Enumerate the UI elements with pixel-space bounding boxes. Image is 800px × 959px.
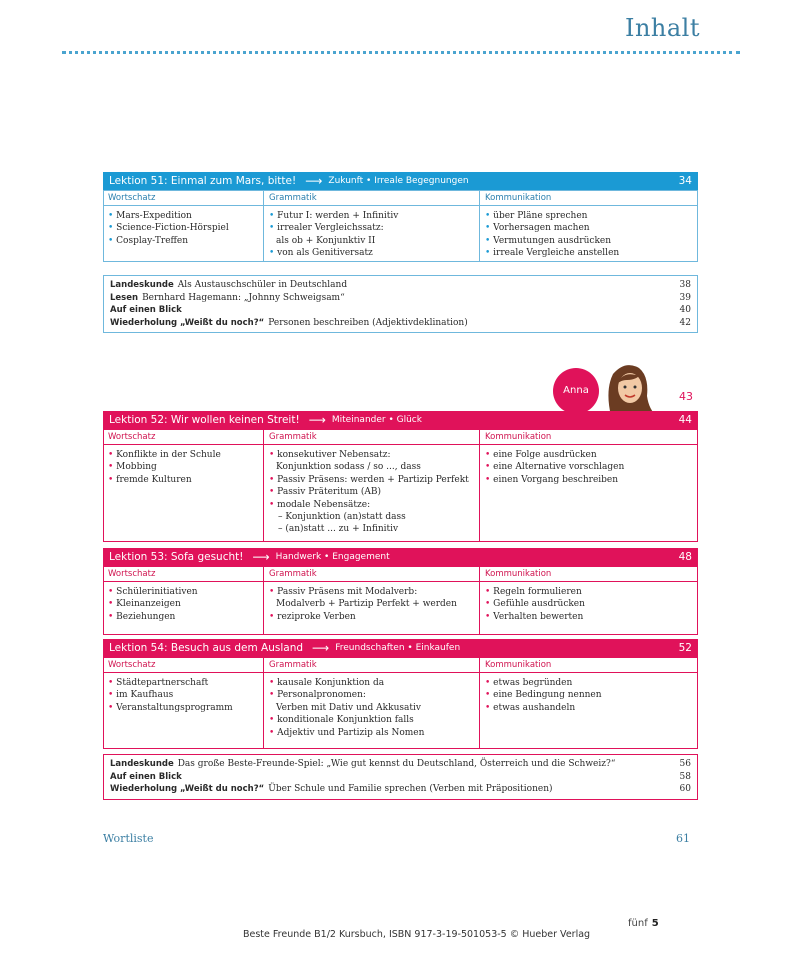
list-item: • Konflikte in der Schule xyxy=(108,449,263,461)
arrow-right-icon: ⟶ xyxy=(312,641,330,655)
summary-row[interactable]: Auf einen Blick 40 xyxy=(110,305,691,316)
lesson-topics: Freundschaften • Einkaufen xyxy=(335,643,461,653)
list-item: • modale Nebensätze: xyxy=(269,499,479,511)
list-item: • konditionale Konjunktion falls xyxy=(269,714,479,726)
wortliste-link[interactable]: Wortliste xyxy=(103,832,154,845)
header-grammatik: Grammatik xyxy=(264,658,480,672)
lesson-52-grid xyxy=(103,429,698,542)
arrow-right-icon: ⟶ xyxy=(308,413,326,427)
list-item: • fremde Kulturen xyxy=(108,474,263,486)
lesson-page: 34 xyxy=(678,175,692,187)
summary-row[interactable]: Lesen Bernhard Hagemann: „Johnny Schweigsam“ 39 xyxy=(110,292,691,303)
header-kommunikation: Kommunikation xyxy=(485,193,552,203)
arrow-right-icon: ⟶ xyxy=(305,174,323,188)
anna-character[interactable] xyxy=(553,360,663,418)
lesson-54-grid xyxy=(103,657,698,749)
header-kommunikation: Kommunikation xyxy=(485,569,552,579)
footer-page: fünf 5 xyxy=(628,918,659,929)
list-item: • Vorhersagen machen xyxy=(485,222,697,234)
page-title: Inhalt xyxy=(624,14,700,42)
list-item: • Vermutungen ausdrücken xyxy=(485,235,697,247)
list-item: • irrealer Vergleichssatz: xyxy=(269,222,479,234)
list-item: • Personalpronomen: xyxy=(269,689,479,701)
list-item: – Konjunktion (an)statt dass xyxy=(278,512,406,523)
header-grammatik: Grammatik xyxy=(264,567,480,581)
list-item: • Passiv Präsens: werden + Partizip Perfekt xyxy=(269,474,479,486)
list-item: • eine Bedingung nennen xyxy=(485,689,697,701)
list-item: Verben mit Dativ und Akkusativ xyxy=(276,702,421,713)
list-item: • von als Genitiversatz xyxy=(269,247,479,259)
lesson-page: 44 xyxy=(678,414,692,426)
list-item: • Passiv Präteritum (AB) xyxy=(269,486,479,498)
list-item: • Veranstaltungsprogramm xyxy=(108,702,263,714)
header-grammatik: Grammatik xyxy=(264,430,480,444)
lesson-title: Lektion 52: Wir wollen keinen Streit! xyxy=(109,414,300,426)
lesson-53-grid xyxy=(103,566,698,635)
header-kommunikation: Kommunikation xyxy=(485,432,552,442)
summary-box-1 xyxy=(103,275,698,333)
header-wortschatz: Wortschatz xyxy=(104,430,264,444)
lesson-title: Lektion 51: Einmal zum Mars, bitte! xyxy=(109,175,297,187)
list-item: • reziproke Verben xyxy=(269,611,479,623)
lesson-topics: Miteinander • Glück xyxy=(331,415,422,425)
header-wortschatz: Wortschatz xyxy=(104,567,264,581)
list-item: als ob + Konjunktiv II xyxy=(276,235,376,246)
lesson-page: 48 xyxy=(678,551,692,563)
list-item: • Cosplay-Treffen xyxy=(108,235,263,247)
list-item: • Kleinanzeigen xyxy=(108,598,263,610)
list-item: • Mobbing xyxy=(108,461,263,473)
list-item: • Passiv Präsens mit Modalverb: xyxy=(269,586,479,598)
list-item: • etwas begründen xyxy=(485,677,697,689)
lesson-topics: Zukunft • Irreale Begegnungen xyxy=(328,176,469,186)
anna-page: 43 xyxy=(679,390,693,403)
footer-isbn: Beste Freunde B1/2 Kursbuch, ISBN 917-3-19-501053-5 © Hueber Verlag xyxy=(243,929,591,940)
list-item: • über Pläne sprechen xyxy=(485,210,697,222)
list-item: • Städtepartnerschaft xyxy=(108,677,263,689)
lesson-title: Lektion 54: Besuch aus dem Ausland xyxy=(109,642,304,654)
list-item: – (an)statt ... zu + Infinitiv xyxy=(278,524,399,535)
list-item: • Beziehungen xyxy=(108,611,263,623)
list-item: • irreale Vergleiche anstellen xyxy=(485,247,697,259)
list-item: • Futur I: werden + Infinitiv xyxy=(269,210,479,222)
summary-row[interactable]: Wiederholung „Weißt du noch?“ Personen beschreiben (Adjektivdeklination) 42 xyxy=(110,317,691,328)
list-item: • eine Alternative vorschlagen xyxy=(485,461,697,473)
dotted-divider xyxy=(62,51,740,54)
anna-name-badge: Anna xyxy=(553,368,599,414)
header-kommunikation: Kommunikation xyxy=(485,660,552,670)
lesson-title: Lektion 53: Sofa gesucht! xyxy=(109,551,244,563)
lesson-topics: Handwerk • Engagement xyxy=(275,552,390,562)
list-item: • Schülerinitiativen xyxy=(108,586,263,598)
list-item: • etwas aushandeln xyxy=(485,702,697,714)
wortliste-page: 61 xyxy=(676,832,690,845)
arrow-right-icon: ⟶ xyxy=(252,550,270,564)
lesson-page: 52 xyxy=(678,642,692,654)
header-wortschatz: Wortschatz xyxy=(104,191,264,205)
list-item: • eine Folge ausdrücken xyxy=(485,449,697,461)
lesson-52-bar[interactable] xyxy=(103,411,698,429)
list-item: • konsekutiver Nebensatz: xyxy=(269,449,479,461)
header-wortschatz: Wortschatz xyxy=(104,658,264,672)
lesson-54-bar[interactable] xyxy=(103,639,698,657)
list-item: • Verhalten bewerten xyxy=(485,611,697,623)
lesson-51-bar[interactable] xyxy=(103,172,698,190)
list-item: • Mars-Expedition xyxy=(108,210,263,222)
list-item: • kausale Konjunktion da xyxy=(269,677,479,689)
list-item: • Gefühle ausdrücken xyxy=(485,598,697,610)
summary-row[interactable]: Wiederholung „Weißt du noch?“ Über Schule und Familie sprechen (Verben mit Präpositionen) 60 xyxy=(110,784,691,795)
list-item: Modalverb + Partizip Perfekt + werden xyxy=(276,599,457,610)
summary-row[interactable]: Landeskunde Als Austauschschüler in Deutschland 38 xyxy=(110,280,691,290)
summary-row[interactable]: Auf einen Blick 58 xyxy=(110,771,691,782)
summary-row[interactable]: Landeskunde Das große Beste-Freunde-Spiel: „Wie gut kennst du Deutschland, Österreich und die Schweiz?“ 56 xyxy=(110,759,691,769)
list-item: • Science-Fiction-Hörspiel xyxy=(108,222,263,234)
anna-portrait-icon xyxy=(591,360,661,418)
list-item: Konjunktion sodass / so ..., dass xyxy=(276,462,421,473)
lesson-53-bar[interactable] xyxy=(103,548,698,566)
list-item: • einen Vorgang beschreiben xyxy=(485,474,697,486)
list-item: • Regeln formulieren xyxy=(485,586,697,598)
list-item: • im Kaufhaus xyxy=(108,689,263,701)
lesson-51-grid xyxy=(103,190,698,262)
list-item: • Adjektiv und Partizip als Nomen xyxy=(269,727,479,739)
summary-box-2 xyxy=(103,754,698,800)
header-grammatik: Grammatik xyxy=(264,191,480,205)
